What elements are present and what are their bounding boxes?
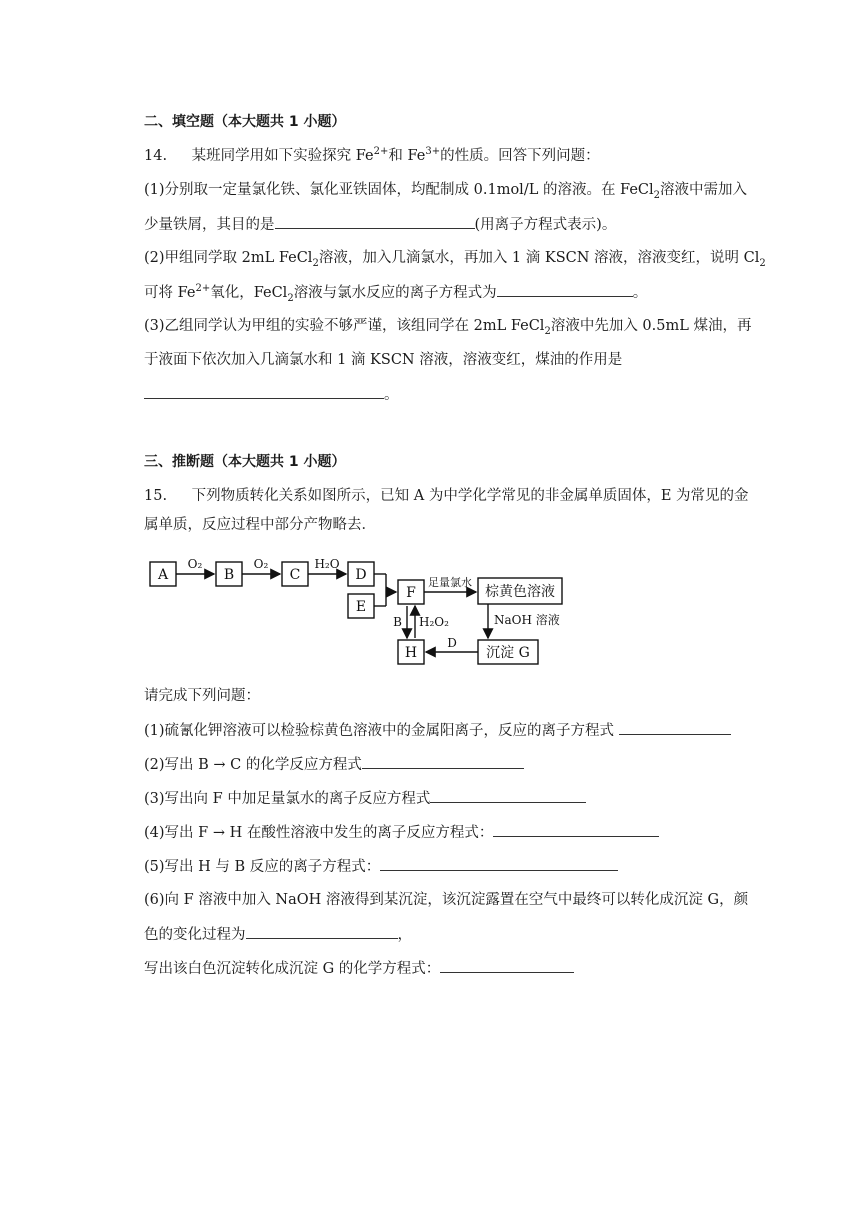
q14-part3-line1: (3)乙组同学认为甲组的实验不够严谨，该组同学在 2mL FeCl$_2$溶液中先加入 0.5mL 煤油，再 [144,318,752,337]
reaction-flow-diagram [142,546,582,670]
label-brown-solution: 棕黄色溶液 [485,584,555,600]
label-a: A [157,567,169,583]
q14-intro: 14. 某班同学用如下实验探究 $Fe^{2+}$和 $Fe^{3+}$的性质。回答下列问题： [144,146,600,164]
arrow-label-chlorine-water: 足量氯水 [428,576,472,589]
arrow-label-o2-b: O₂ [253,557,269,571]
q15-part3: (3)写出向 F 中加足量氯水的离子反应方程式 [144,788,586,809]
answer-blank[interactable] [440,958,574,973]
q14-part1-line1: (1)分别取一定量氯化铁、氯化亚铁固体，均配制成 0.1mol/L 的溶液。在 FeCl$_2$溶液中需加入 [144,182,748,201]
q14-part1-line2: 少量铁屑，其目的是 (用离子方程式表示)。 [144,214,616,235]
label-h: H [404,645,418,661]
q15-part6-line2: 色的变化过程为 ， [144,924,412,945]
q15-part2: (2)写出 B → C 的化学反应方程式 [144,754,524,775]
q15-part6-line3: 写出该白色沉淀转化成沉淀 G 的化学方程式： [144,958,574,979]
arrow-label-naoh: NaOH 溶液 [494,613,560,627]
answer-blank[interactable] [380,856,618,871]
answer-blank[interactable] [493,822,659,837]
q15-prompt: 请完成下列问题： [144,688,260,704]
answer-blank[interactable] [275,214,475,229]
arrow-label-o2-a: O₂ [187,557,203,571]
label-f: F [406,585,416,601]
section-heading-fill-in: 二、填空题（本大题共 1 小题） [144,114,346,130]
answer-blank[interactable] [619,720,731,735]
label-precipitate-g: 沉淀 G [486,645,530,661]
q14-part3-line3: 。 [144,384,399,405]
arrow-label-b: B [393,615,402,629]
section-heading-inference: 三、推断题（本大题共 1 小题） [144,454,346,470]
q15-number: 15. [144,488,168,504]
label-c: C [289,567,301,583]
q15-intro-line2: 属单质，反应过程中部分产物略去． [144,517,376,533]
arrow-label-d: D [447,636,457,650]
answer-blank[interactable] [246,924,398,939]
q15-part4: (4)写出 F → H 在酸性溶液中发生的离子反应方程式： [144,822,659,843]
q15-part5: (5)写出 H 与 B 反应的离子方程式： [144,856,618,877]
arrow-label-h2o2: H₂O₂ [419,615,449,629]
answer-blank[interactable] [430,788,586,803]
arrow-label-h2o: H₂O [314,557,340,571]
answer-blank[interactable] [144,384,384,399]
answer-blank[interactable] [497,282,633,297]
q15-part6-line1: (6)向 F 溶液中加入 NaOH 溶液得到某沉淀，该沉淀露置在空气中最终可以转化成沉淀 G，颜 [144,892,749,908]
q14-number: 14. [144,148,168,164]
label-d: D [355,567,367,583]
label-b: B [223,567,235,583]
q14-part2-line1: (2)甲组同学取 2mL FeCl$_2$溶液，加入几滴氯水，再加入 1 滴 KSCN 溶液，溶液变红，说明 $Cl_2$ [144,250,766,269]
q14-part2-line2: 可将 $Fe^{2+}$氧化，FeCl$_2$溶液与氯水反应的离子方程式为 。 [144,283,648,304]
label-e: E [355,599,367,615]
q15-part1: (1)硫氰化钾溶液可以检验棕黄色溶液中的金属阳离子，反应的离子方程式 [144,720,731,741]
answer-blank[interactable] [362,754,524,769]
q14-part3-line2: 于液面下依次加入几滴氯水和 1 滴 KSCN 溶液，溶液变红，煤油的作用是 [144,352,623,368]
q15-intro-line1: 15. 下列物质转化关系如图所示，已知 A 为中学化学常见的非金属单质固体，E 为常见的金 [144,488,749,504]
